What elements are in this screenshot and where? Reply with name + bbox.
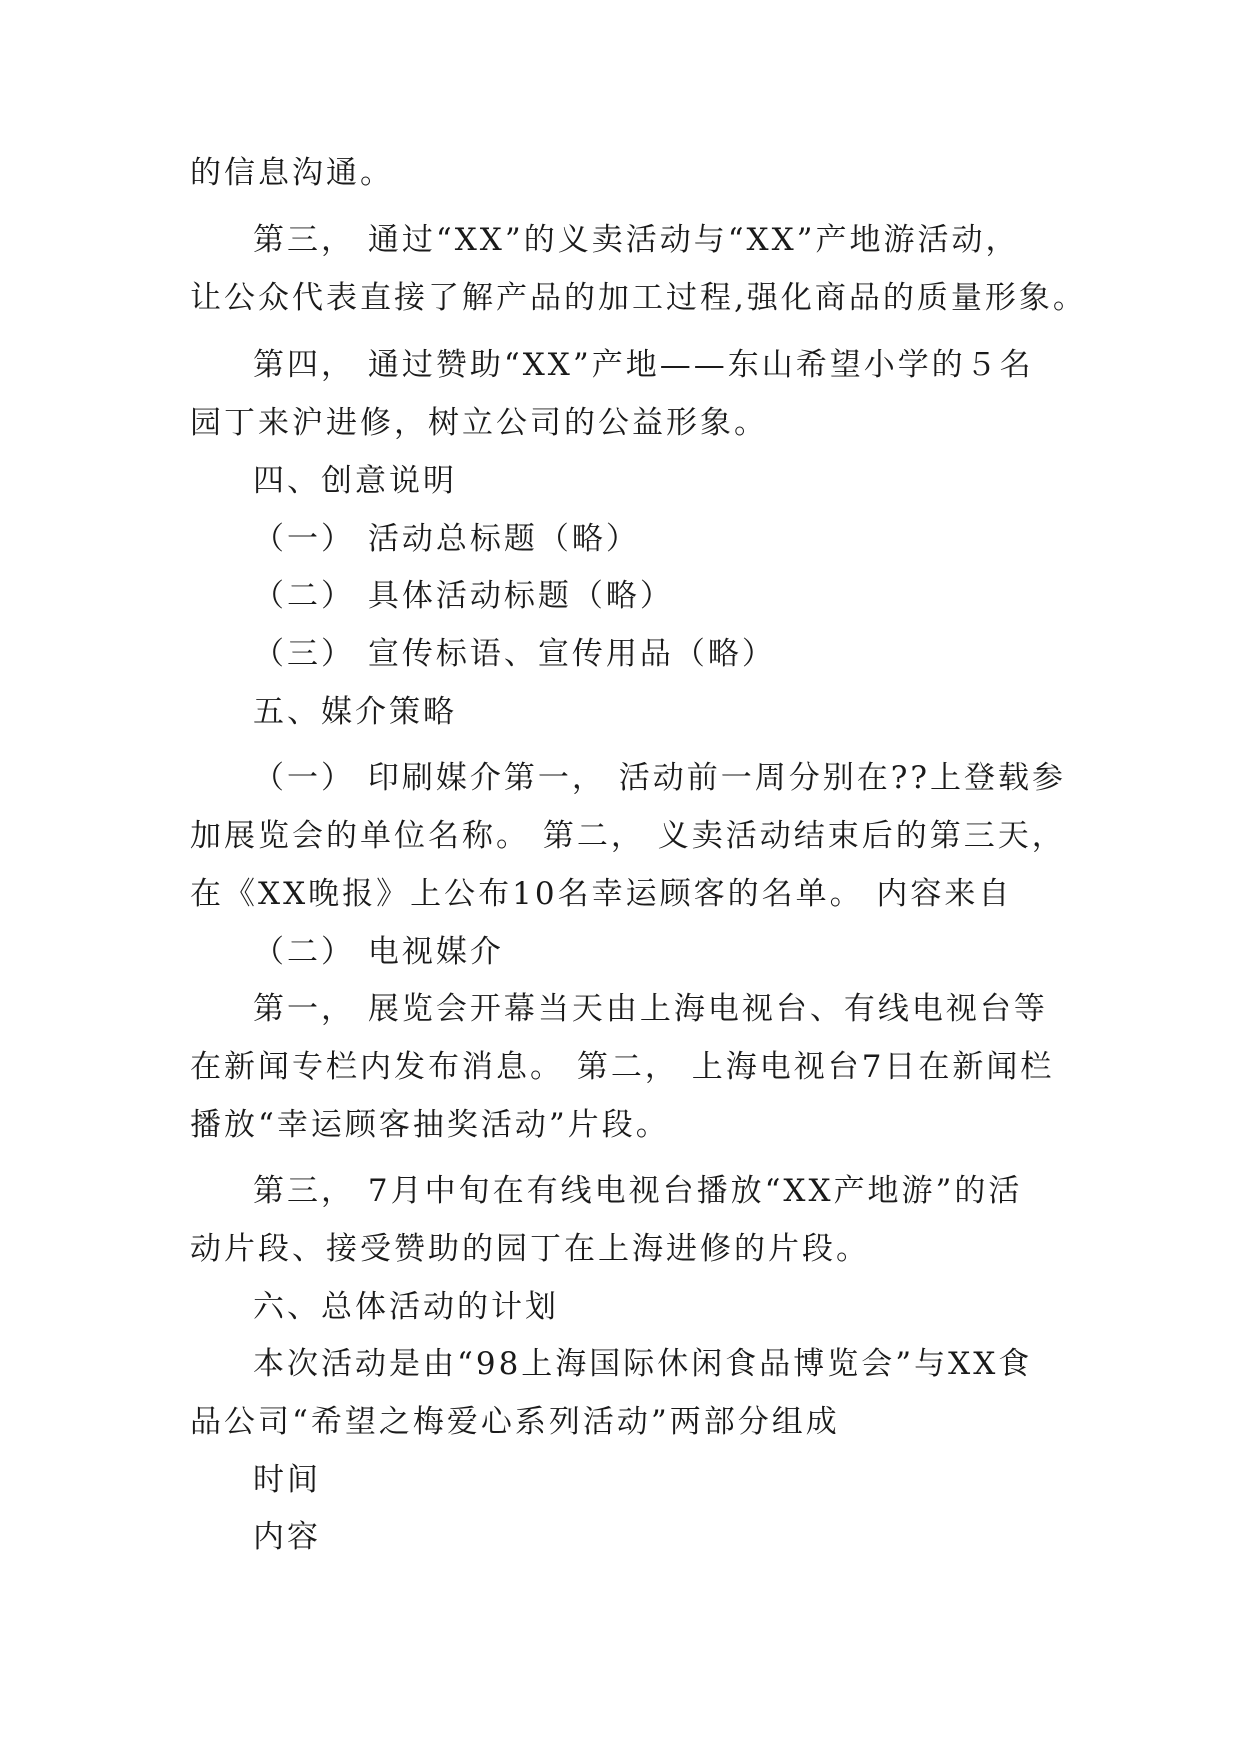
table-heading-time: 时间: [253, 1462, 321, 1498]
section-heading-6: 六、总体活动的计划: [253, 1289, 559, 1325]
text-line-14: （二） 电视媒介: [253, 934, 504, 970]
table-heading-content: 内容: [253, 1519, 321, 1555]
text-line-2: 第三， 通过“XX”的义卖活动与“XX”产地游活动，: [253, 222, 1020, 258]
text-line-16: 在新闻专栏内发布消息。 第二， 上海电视台7日在新闻栏: [190, 1049, 1055, 1085]
text-line-4: 第四， 通过赞助“XX”产地——东山希望小学的５名: [253, 347, 1034, 383]
text-line-17: 播放“幸运顾客抽奖活动”片段。: [190, 1107, 670, 1143]
text-line-19: 动片段、接受赞助的园丁在上海进修的片段。: [190, 1231, 870, 1267]
text-line-8: （二） 具体活动标题（略）: [253, 578, 674, 614]
text-line-12: 加展览会的单位名称。 第二， 义卖活动结束后的第三天，: [190, 818, 1066, 854]
text-line-22: 品公司“希望之梅爱心系列活动”两部分组成: [190, 1404, 840, 1440]
section-heading-4: 四、创意说明: [253, 463, 457, 499]
text-line-13: 在《XX晚报》上公布10名幸运顾客的名单。 内容来自: [190, 876, 1013, 912]
text-line-3: 让公众代表直接了解产品的加工过程,强化商品的质量形象。: [190, 280, 1087, 316]
text-line-1: 的信息沟通。: [190, 155, 394, 191]
text-line-9: （三） 宣传标语、宣传用品（略）: [253, 636, 776, 672]
text-line-7: （一） 活动总标题（略）: [253, 521, 640, 557]
text-line-15: 第一， 展览会开幕当天由上海电视台、有线电视台等: [253, 991, 1048, 1027]
text-line-18: 第三， 7月中旬在有线电视台播放“XX产地游”的活: [253, 1173, 1023, 1209]
text-line-21: 本次活动是由“98上海国际休闲食品博览会”与XX食: [253, 1346, 1033, 1382]
section-heading-5: 五、媒介策略: [253, 694, 457, 730]
text-line-5: 园丁来沪进修，树立公司的公益形象。: [190, 405, 768, 441]
text-line-11: （一） 印刷媒介第一， 活动前一周分别在??上登载参: [253, 760, 1066, 796]
